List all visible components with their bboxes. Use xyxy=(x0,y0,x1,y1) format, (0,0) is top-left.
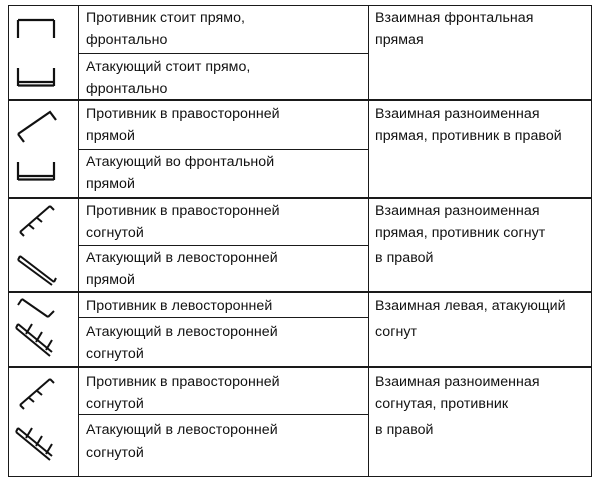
row-2-attacker-line-2: прямой xyxy=(86,176,135,192)
row-divider-4 xyxy=(8,366,592,368)
table-border-left xyxy=(8,5,9,477)
row-5-result-line-1: Взаимная разноименная xyxy=(375,374,540,390)
row-1-split xyxy=(78,53,369,54)
left-bent-stance-icon xyxy=(14,318,58,358)
row-1-attacker-line-1: Атакующий стоит прямо, xyxy=(86,59,251,75)
row-2-opponent-line-2: прямой xyxy=(86,128,135,144)
row-3-attacker-line-1: Атакующий в левосторонней xyxy=(86,250,278,266)
frontal-straight-stance-icon xyxy=(16,18,56,40)
table-border-right xyxy=(591,5,592,477)
row-5-opponent-line-1: Противник в правосторонней xyxy=(86,374,280,390)
frontal-straight-stance-icon xyxy=(16,66,56,88)
column-divider-2 xyxy=(368,5,369,477)
row-5-attacker-line-1: Атакующий в левосторонней xyxy=(86,422,278,438)
row-5-result-line-3: в правой xyxy=(375,422,434,438)
row-1-opponent-line-2: фронтально xyxy=(86,32,168,48)
row-3-result-line-3: в правой xyxy=(375,250,434,266)
row-4-opponent-line-1: Противник в левосторонней xyxy=(86,298,273,314)
left-straight-stance-icon xyxy=(16,252,58,286)
row-1-result-line-1: Взаимная фронтальная xyxy=(375,10,534,26)
row-3-result-line-2: прямая, противник согнут xyxy=(375,225,546,241)
row-1-opponent-line-1: Противник стоит прямо, xyxy=(86,10,246,26)
row-1-result-line-2: прямая xyxy=(375,32,424,48)
right-bent-stance-icon xyxy=(16,375,56,407)
row-5-attacker-line-2: согнутой xyxy=(86,445,144,461)
frontal-straight-stance-icon xyxy=(16,160,56,182)
row-4-result-line-2: согнут xyxy=(375,324,418,340)
column-divider-1 xyxy=(78,5,79,477)
row-2-attacker-line-1: Атакующий во фронтальной xyxy=(86,154,275,170)
row-4-result-line-1: Взаимная левая, атакующий xyxy=(375,298,566,314)
row-2-opponent-line-1: Противник в правосторонней xyxy=(86,106,280,122)
row-5-result-line-2: согнутая, противник xyxy=(375,396,509,412)
right-straight-stance-icon xyxy=(14,108,58,144)
row-2-result-line-1: Взаимная разноименная xyxy=(375,106,540,122)
row-3-opponent-line-1: Противник в правосторонней xyxy=(86,203,280,219)
row-3-result-line-1: Взаимная разноименная xyxy=(375,203,540,219)
row-2-result-line-2: прямая, противник в правой xyxy=(375,128,562,144)
left-bent-stance-icon xyxy=(14,422,58,462)
row-3-attacker-line-2: прямой xyxy=(86,272,135,288)
row-3-opponent-line-2: согнутой xyxy=(86,225,144,241)
right-bent-stance-icon xyxy=(16,202,56,234)
table-border-bottom xyxy=(8,476,592,477)
row-4-attacker-line-2: согнутой xyxy=(86,346,144,362)
row-1-attacker-line-2: фронтально xyxy=(86,81,168,97)
row-5-opponent-line-2: согнутой xyxy=(86,396,144,412)
row-4-attacker-line-1: Атакующий в левосторонней xyxy=(86,324,278,340)
